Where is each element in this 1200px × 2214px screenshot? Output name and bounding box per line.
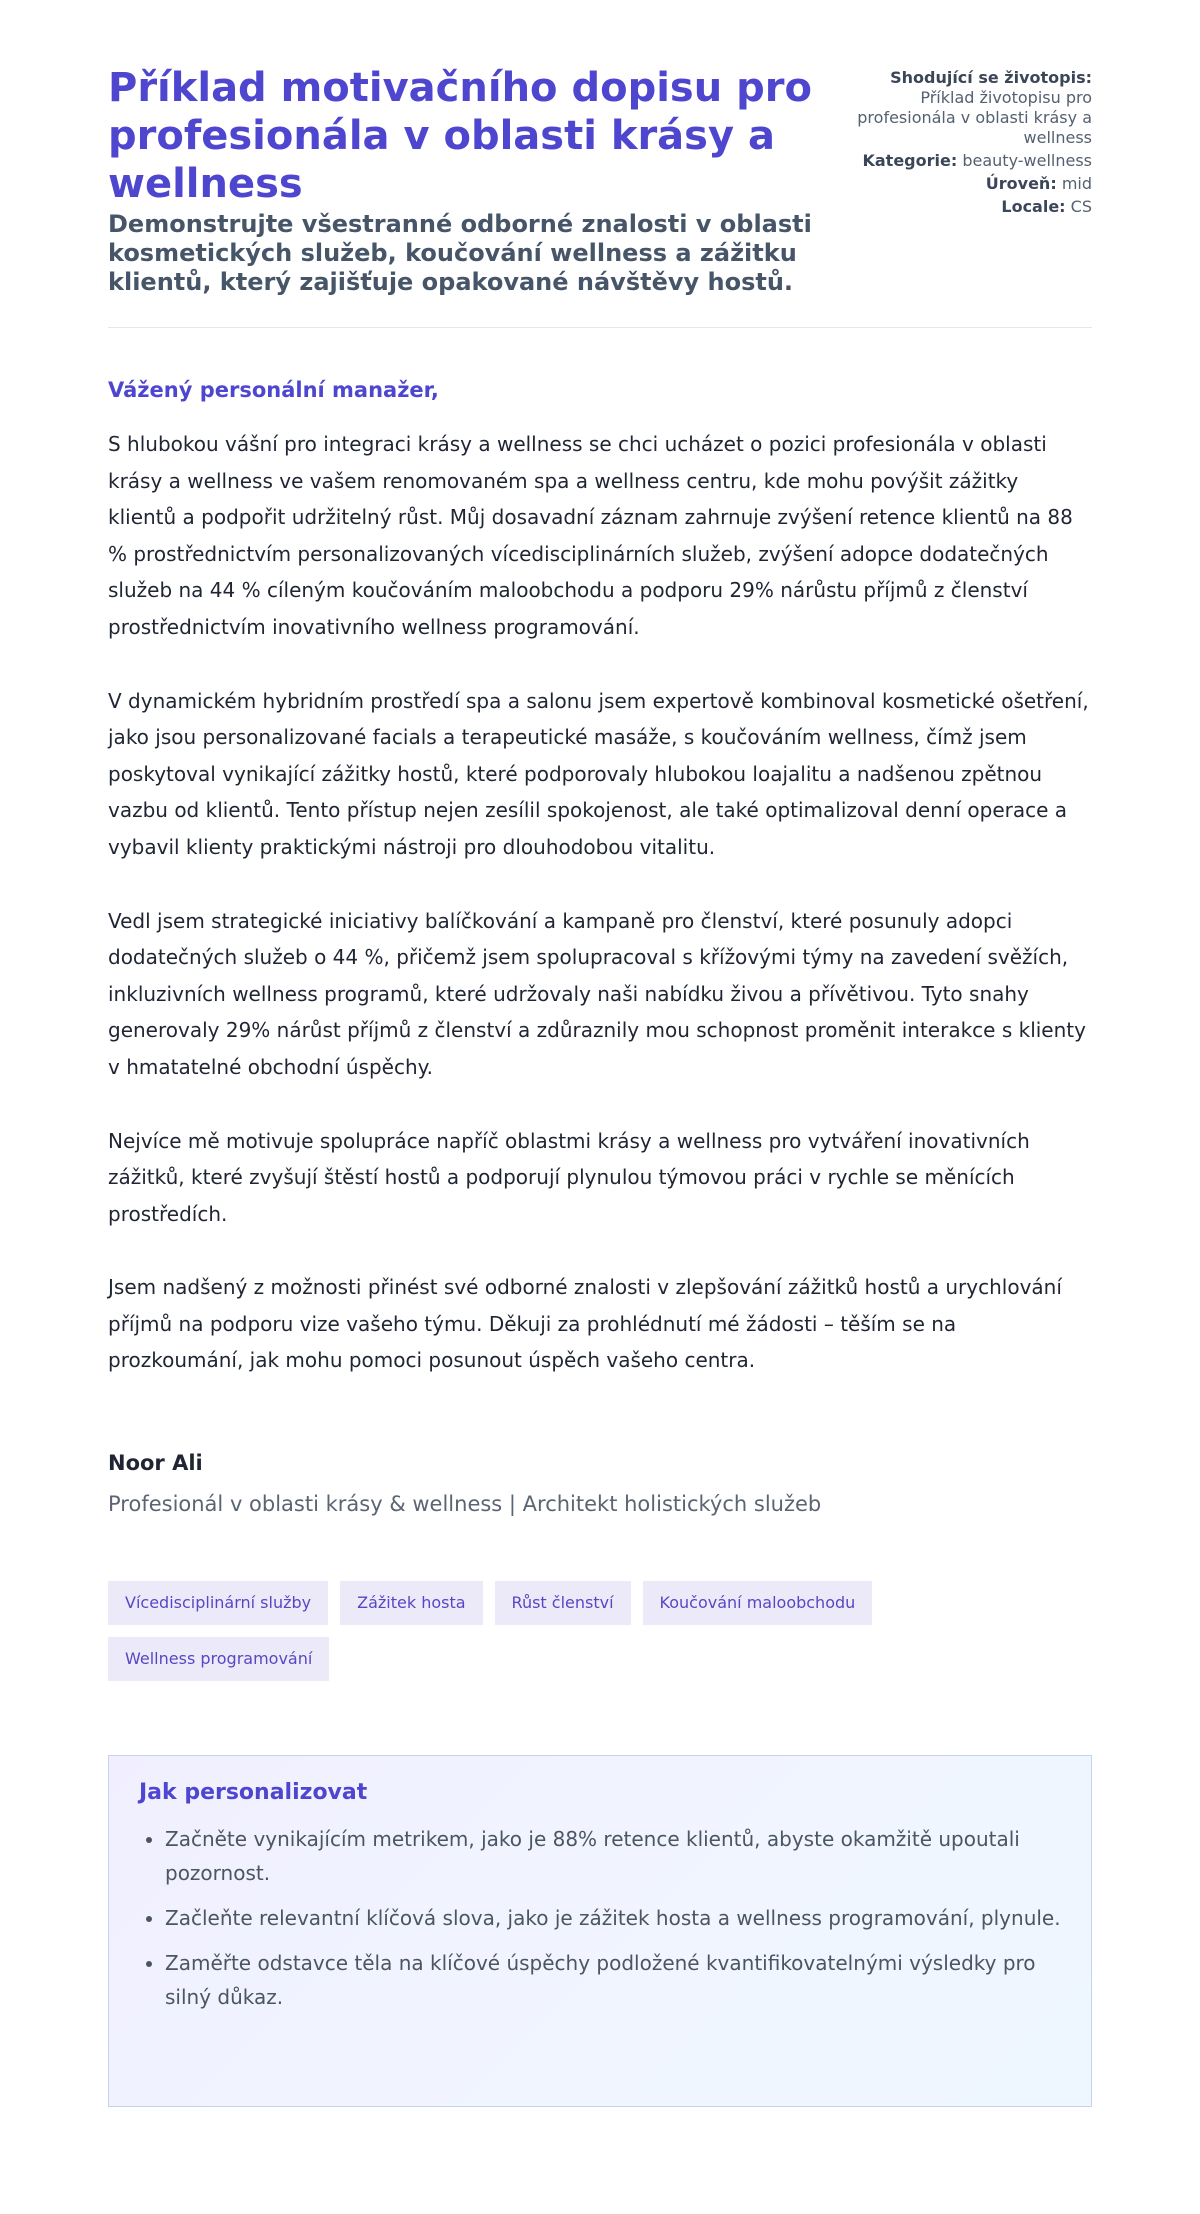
meta-level-value: mid [1061,174,1092,193]
tip-item: • Začněte vynikajícím metrikem, jako je 88% retence klientů, abyste okamžitě upoutali pozornost. [165,1822,1061,1890]
tip-item: • Začleňte relevantní klíčová slova, jako je zážitek hosta a wellness programování, plynule. [165,1901,1061,1935]
skill-tag: Zážitek hosta [340,1581,482,1625]
skill-tag: Wellness programování [108,1637,329,1681]
title-block [108,64,828,297]
signature-title: Profesionál v oblasti krásy & wellness | Architekt holistických služeb [108,1492,822,1517]
salutation: Vážený personální manažer, [108,378,439,402]
body-paragraph: S hlubokou vášní pro integraci krásy a wellness se chci ucházet o pozici profesionála v oblasti krásy a wellness ve vašem renomovaném spa a wellness centru, kde mohu povýšit zážitky klientů a podpořit udržitelný růst. Můj dosavadní záznam zahrnuje zvýšení retence klientů na 88 % prostřednictvím personalizovaných vícedisciplinárních služeb, zvýšení adopce dodatečných služeb na 44 % cíleným koučováním maloobchodu a podporu 29% nárůstu příjmů z členství prostřednictvím inovativního wellness programování. [108,432,1073,639]
tip-item: • Zaměřte odstavce těla na klíčové úspěchy podložené kvantifikovatelnými výsledky pro silný důkaz. [165,1946,1061,2014]
meta-level [852,174,1092,194]
tips-title: Jak personalizovat [139,1780,368,1806]
meta-resume [852,68,1092,148]
page-title: Příklad motivačního dopisu pro profesionála v oblasti krásy a wellness [108,65,812,207]
meta-panel [852,64,1092,220]
meta-resume-value: Příklad životopisu pro profesionála v oblasti krásy a wellness [857,88,1092,147]
page-subtitle: Demonstrujte všestranné odborné znalosti v oblasti kosmetických služeb, koučování wellness a zážitku klientů, který zajišťuje opakované návštěvy hostů. [108,210,812,296]
skill-tag: Růst členství [495,1581,631,1625]
meta-resume-key: Shodující se životopis: [890,68,1092,87]
header [108,64,1092,297]
signature-name: Noor Ali [108,1451,203,1476]
meta-level-key: Úroveň: [985,174,1057,193]
body-paragraph: Jsem nadšený z možnosti přinést své odborné znalosti v zlepšování zážitků hostů a urychlování příjmů na podporu vize vašeho týmu. Děkuji za prohlédnutí mé žádosti – těším se na prozkoumání, jak mohu pomoci posunout úspěch vašeho centra. [108,1275,1062,1373]
meta-category-key: Kategorie: [862,151,958,170]
body-paragraph: Vedl jsem strategické iniciativy balíčkování a kampaně pro členství, které posunuly adopci dodatečných služeb o 44 %, přičemž jsem spolupracoval s křížovými týmy na zavedení svěžích, inkluzivních wellness programů, které udržovaly naši nabídku živou a přívětivou. Tyto snahy generovaly 29% nárůst příjmů z členství a zdůraznily mou schopnost proměnit interakce s klienty v hmatatelné obchodní úspěchy. [108,908,1086,1079]
meta-locale [852,197,1092,217]
meta-locale-key: Locale: [1001,197,1066,216]
meta-locale-value: CS [1070,197,1092,216]
meta-category [852,151,1092,171]
meta-category-value: beauty-wellness [962,151,1092,170]
personalization-tips-box [108,1755,1092,2107]
body-paragraph: Nejvíce mě motivuje spolupráce napříč oblastmi krásy a wellness pro vytváření inovativních zážitků, které zvyšují štěstí hostů a podporují plynulou týmovou práci v rychle se měnících prostředích. [108,1128,1030,1226]
tips-list [139,1822,1061,2014]
header-divider [108,327,1092,328]
skill-tags [108,1581,1092,1681]
body-paragraph: V dynamickém hybridním prostředí spa a salonu jsem expertově kombinoval kosmetické ošetření, jako jsou personalizované facials a terapeutické masáže, s koučováním wellness, čímž jsem poskytoval vynikající zážitky hostů, které podporovaly hlubokou loajalitu a nadšenou zpětnou vazbu od klientů. Tento přístup nejen zesílil spokojenost, ale také optimalizoval denní operace a vybavil klienty praktickými nástroji pro dlouhodobou vitalitu. [108,688,1089,859]
skill-tag: Vícedisciplinární služby [108,1581,328,1625]
skill-tag: Koučování maloobchodu [643,1581,873,1625]
